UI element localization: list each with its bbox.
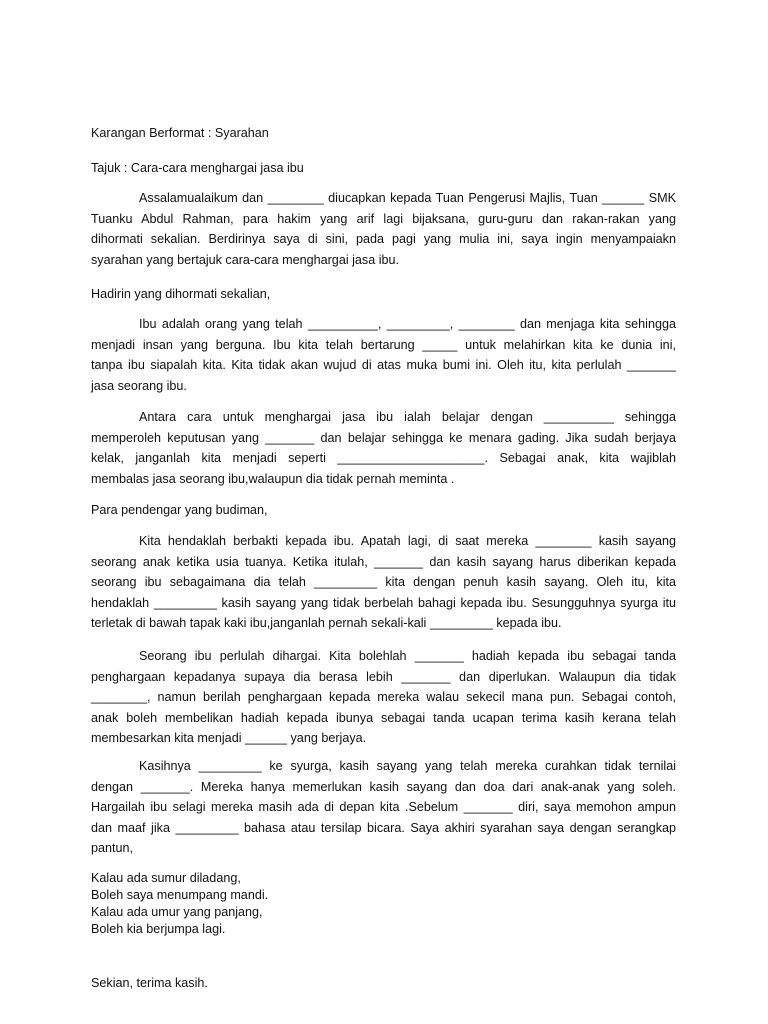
pantun-line: Kalau ada sumur diladang, xyxy=(91,871,241,885)
closing xyxy=(91,973,676,994)
paragraph-dihargai xyxy=(91,646,676,749)
paragraph-line: dihormati sekalian. Berdirinya saya di sini, pada pagi yang mulia ini, saya ingin menyampaiakn xyxy=(91,232,676,247)
paragraph-line: kelak, janganlah kita menjadi seperti _____________________. Sebagai anak, kita wajiblah xyxy=(91,451,676,466)
paragraph-line: memperoleh keputusan yang _______ dan belajar sehingga ke menara gading. Jika sudah berjaya xyxy=(91,430,676,445)
paragraph-line: membesarkan kita menjadi ______ yang berjaya. xyxy=(91,731,367,746)
paragraph-line: pantun, xyxy=(91,841,134,856)
paragraph-line: penghargaan kepadanya supaya dia berasa lebih _______ dan diperlukan. Walaupun dia tidak xyxy=(91,669,676,684)
paragraph-line: tanpa ibu siapalah kita. Kita tidak akan wujud di atas muka bumi ini. Oleh itu, kita perlulah _______ xyxy=(91,358,676,373)
paragraph-line: membalas jasa seorang ibu,walaupun dia tidak pernah meminta . xyxy=(91,471,455,486)
paragraph-line: Assalamualaikum dan ________ diucapkan kepada Tuan Pengerusi Majlis, Tuan ______ SMK xyxy=(139,191,676,205)
paragraph-line: syarahan yang bertajuk cara-cara menghargai jasa ibu. xyxy=(91,252,400,267)
paragraph-line: Kita hendaklah berbakti kepada ibu. Apatah lagi, di saat mereka ________ kasih sayang xyxy=(139,534,676,548)
pantun-line: Boleh kia berjumpa lagi. xyxy=(91,922,226,936)
pantun xyxy=(91,870,676,938)
paragraph-line: Ibu adalah orang yang telah __________, _________, ________ dan menjaga kita sehingga xyxy=(139,317,676,331)
title-text: Tajuk : Cara-cara menghargai jasa ibu xyxy=(91,161,304,175)
paragraph-line: jasa seorang ibu. xyxy=(91,378,187,393)
paragraph-line: seorang ibu sebagaimana dia telah _________ kita dengan penuh kasih sayang. Oleh itu, kita xyxy=(91,575,676,590)
paragraph-line: seorang anak ketika usia tuanya. Ketika itulah, _______ dan kasih sayang harus diberikan kepada xyxy=(91,554,676,569)
address-hadirin xyxy=(91,284,676,305)
paragraph-line: Kasihnya _________ ke syurga, kasih sayang yang telah mereka curahkan tidak ternilai xyxy=(139,759,676,773)
paragraph-kasihnya xyxy=(91,756,676,859)
address-text: Hadirin yang dihormati sekalian, xyxy=(91,287,271,301)
heading-text: Karangan Berformat : Syarahan xyxy=(91,126,269,140)
paragraph-line: ________, namun berilah penghargaan kepada mereka walau sekecil mana pun. Sebagai contoh, xyxy=(91,690,676,705)
pantun-line: Boleh saya menumpang mandi. xyxy=(91,888,269,902)
paragraph-berbakti xyxy=(91,531,676,634)
address-pendengar xyxy=(91,500,676,521)
address-text: Para pendengar yang budiman, xyxy=(91,503,268,517)
paragraph-line: anak boleh membelikan hadiah kepada ibunya sebagai tanda ucapan terima kasih kerana telah xyxy=(91,710,676,725)
paragraph-line: menjadi insan yang berguna. Ibu kita telah bertarung _____ untuk melahirkan kita ke dunia ini, xyxy=(91,337,676,352)
paragraph-line: dan maaf jika _________ bahasa atau tersilap bicara. Saya akhiri syarahan saya dengan serangkap xyxy=(91,820,676,835)
document-heading xyxy=(91,123,676,144)
paragraph-line: dengan _______. Mereka hanya memerlukan kasih sayang dan doa dari anak-anak yang soleh. xyxy=(91,779,676,794)
paragraph-line: Hargailah ibu selagi mereka masih ada di depan kita .Sebelum _______ diri, saya memohon ampun xyxy=(91,800,676,815)
paragraph-line: Seorang ibu perlulah dihargai. Kita bolehlah _______ hadiah kepada ibu sebagai tanda xyxy=(139,649,676,663)
paragraph-line: hendaklah _________ kasih sayang yang tidak berbelah bahagi kepada ibu. Sesungguhnya syurga itu xyxy=(91,595,676,610)
paragraph-line: Antara cara untuk menghargai jasa ibu ialah belajar dengan __________ sehingga xyxy=(139,410,676,424)
paragraph-cara xyxy=(91,407,676,489)
paragraph-ibu xyxy=(91,314,676,396)
paragraph-opening xyxy=(91,188,676,270)
document-title xyxy=(91,158,676,179)
closing-text: Sekian, terima kasih. xyxy=(91,976,208,990)
paragraph-line: terletak di bawah tapak kaki ibu,janganlah pernah sekali-kali _________ kepada ibu. xyxy=(91,616,562,631)
paragraph-line: Tuanku Abdul Rahman, para hakim yang arif lagi bijaksana, guru-guru dan rakan-rakan yang xyxy=(91,211,676,226)
pantun-line: Kalau ada umur yang panjang, xyxy=(91,905,263,919)
